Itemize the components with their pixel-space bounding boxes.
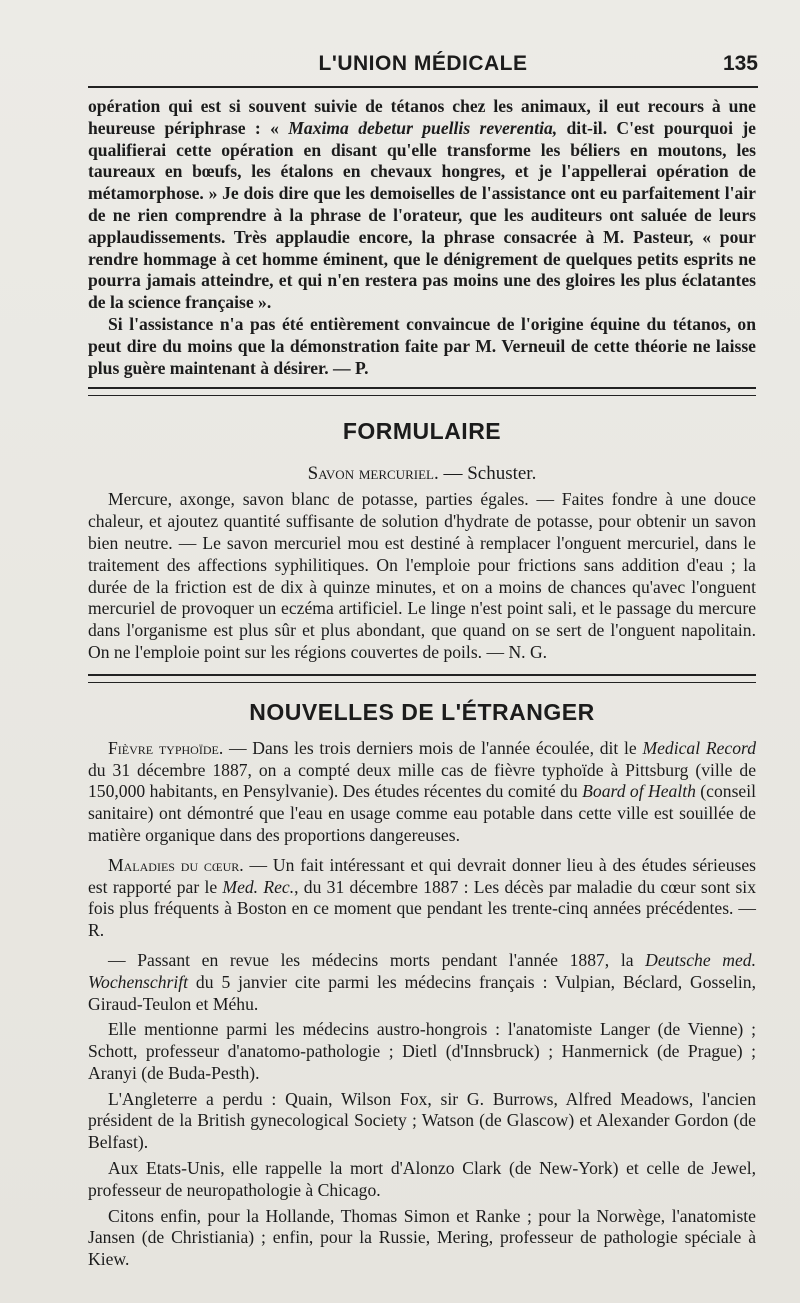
running-head <box>88 48 758 80</box>
news-paragraph-usa: Aux Etats-Unis, elle rappelle la mort d'Alonzo Clark (de New-York) et celle de Jewel, professeur de neuropathologie à Chicago. <box>88 1158 756 1200</box>
journal-name: Med. Rec. <box>222 876 295 897</box>
news-text: — Passant en revue les médecins morts pendant l'année 1887, la <box>108 949 646 970</box>
news-text: — Dans les trois derniers mois de l'année écoulée, dit le <box>223 737 643 758</box>
section-divider <box>88 674 756 683</box>
news-text: du 5 janvier cite parmi les médecins français : Vulpian, Béclard, Gosselin, Giraud-Teulon et Méhu. <box>88 971 756 1014</box>
page-number: 135 <box>722 52 758 75</box>
news-item-label: Fièvre typhoïde. <box>108 737 224 758</box>
news-paragraph-austro-hungarian: Elle mentionne parmi les médecins austro-hongrois : l'anatomiste Langer (de Vienne) ; Schott, professeur d'anatomo-pathologie ; Dietl (d'Innsbruck) ; Hanmernick (de Prague) ; Aranyi (de Buda-Pesth). <box>88 1019 756 1083</box>
news-item-label: Maladies du cœur. <box>108 854 244 875</box>
section-title-formulaire: FORMULAIRE <box>342 418 502 445</box>
intro-text-b: dit-il. C'est pourquoi je qualifierai cette opération en disant qu'elle transforme les béliers en moutons, les taureaux en bœufs, les étalons en chevaux hongres, et je l'appellerai opération de métamorphose. » Je dois dire que les demoiselles de l'assistance ont eu parfaitement l'air de ne rien comprendre à la phrase de l'orateur, que les auditeurs ont saluée de leurs applaudissements. Très applaudie encore, la phrase consacrée à M. Pasteur, « pour rendre hommage à cet homme éminent, que le dénigrement de quelques petits esprits ne pourra jamais atteindre, et qui n'en restera pas moins une des gloires les plus éclatantes de la science française ». <box>88 117 756 313</box>
news-item-fievre-typhoide <box>88 738 756 847</box>
section-title-nouvelles: NOUVELLES DE L'ÉTRANGER <box>249 698 595 725</box>
header-rule <box>88 86 758 88</box>
news-paragraph-england: L'Angleterre a perdu : Quain, Wilson Fox, sir G. Burrows, Alfred Meadows, l'ancien président de la British gynecological Society ; Watson (de Glascow) et Alexander Gordon (de Belfast). <box>88 1088 756 1153</box>
news-text: du 31 décembre 1887, on a compté deux mille cas de fièvre typhoïde à Pittsburg (ville de 150,000 habitants, en Pensylvanie). Des études récentes du comité du <box>88 759 756 802</box>
journal-name: Board of Health <box>582 781 696 802</box>
formula-body: Mercure, axonge, savon blanc de potasse, parties égales. — Faites fondre à une douce chaleur, et ajoutez quantité suffisante de solution d'hydrate de potasse, pour obtenir un savon bien neutre. — Le savon mercuriel mou est destiné à remplacer l'onguent mercuriel, dans le traitement des affections syphilitiques. On l'emploie pour frictions sans addition d'eau ; la durée de la friction est de dix à quinze minutes, et on a moins de chances qu'avec l'onguent mercuriel de provoquer un eczéma artificiel. Le linge n'est point sali, et le passage du mercure dans l'organisme est plus sûr et plus abondant, que quand on se sert de l'onguent napolitain. On ne l'emploie point sur les régions couvertes de poils. — N. G. <box>88 489 756 662</box>
news-paragraph-others: Citons enfin, pour la Hollande, Thomas Simon et Ranke ; pour la Norwège, l'anatomiste Jansen (de Christiania) ; enfin, pour la Russie, Mering, professeur de pathologie spéciale à Kiew. <box>88 1205 756 1270</box>
news-text: — Un fait intéressant et qui devrait donner lieu à des études sérieuses est rapporté par le <box>88 854 756 897</box>
formula-name: Savon mercuriel. <box>307 463 439 485</box>
section-divider <box>88 387 756 396</box>
intro-paragraph-2: Si l'assistance n'a pas été entièrement convaincue de l'origine équine du tétanos, on peut dire du moins que la démonstration faite par M. Verneuil de cette théorie ne laisse plus guère maintenant à désirer. — P. <box>88 313 756 378</box>
formula-title <box>88 463 756 485</box>
journal-title: L'UNION MÉDICALE <box>318 52 528 75</box>
news-item-maladies-du-coeur <box>88 855 756 942</box>
formula-author: — Schuster. <box>438 463 537 485</box>
intro-text-a: opération qui est si souvent suivie de tétanos chez les animaux, il eut recours à une heureuse périphrase : « <box>88 96 756 138</box>
journal-name: Deutsche med. Wochenschrift <box>88 949 756 992</box>
news-text: (conseil sanitaire) ont démontré que l'eau en usage comme eau potable dans cette ville est souillée de matière organique dans des proportions dangereuses. <box>88 781 757 845</box>
intro-paragraph-1 <box>88 96 756 314</box>
journal-name: Medical Record <box>642 737 756 758</box>
news-item-obituaries <box>88 950 756 1015</box>
page-body <box>88 96 756 1271</box>
latin-quote: Maxima debetur puellis reverentia, <box>288 117 558 138</box>
news-text: , du 31 décembre 1887 : Les décès par maladie du cœur sont six fois plus fréquents à Boston en ce moment que pendant les trente-cinq années précédentes. — R. <box>88 876 756 941</box>
